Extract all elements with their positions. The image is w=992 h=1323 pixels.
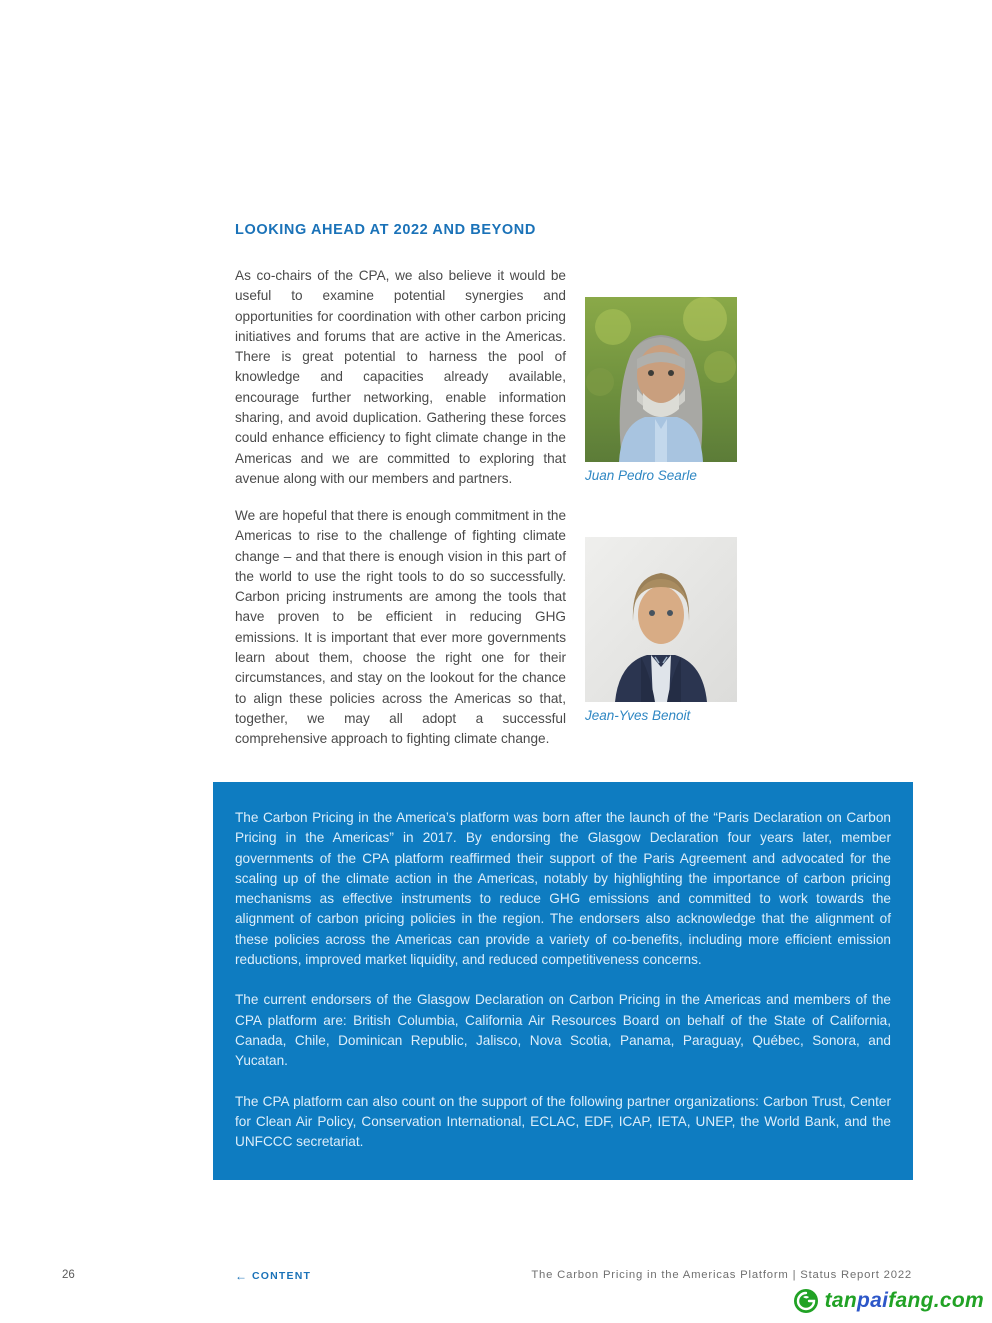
page-footer	[0, 1266, 992, 1286]
content-back-link[interactable]	[235, 1269, 311, 1283]
body-paragraph-1: As co-chairs of the CPA, we also believe it would be useful to examine potential synergies and opportunities for coordination with other carbon pricing initiatives and forums that are active in the Americas. There is great potential to harness the pool of knowledge and capacities already available, encourage further networking, enable information sharing, and avoid duplication. Gathering these forces could enhance efficiency to fight climate change in the Americas and we are committed to exploring that avenue along with our members and partners.	[235, 268, 566, 486]
photo-juan-pedro-searle	[585, 297, 737, 462]
portrait-studio-image	[585, 537, 737, 702]
photo-jean-yves-benoit	[585, 537, 737, 702]
body-paragraph-2: We are hopeful that there is enough commitment in the Americas to rise to the challenge of fighting climate change – and that there is enough vision in this part of the world to use the right tools to do so successfully. Carbon pricing instruments are among the tools that have proven to be efficient in reducing GHG emissions. It is important that ever more governments learn about them, choose the right one for their circumstances, and stay on the lookout for the chance to align these policies across the Americas so that, together, we may all adopt a successful comprehensive approach to fighting climate change.	[235, 508, 566, 747]
watermark-text	[825, 1289, 984, 1313]
tanpaifang-watermark	[793, 1288, 984, 1314]
photo-caption: Jean-Yves Benoit	[585, 708, 691, 723]
section-heading: LOOKING AHEAD AT 2022 AND BEYOND	[235, 222, 536, 238]
watermark-part: pai	[857, 1289, 889, 1312]
callout-paragraph-3: The CPA platform can also count on the support of the following partner organizations: Carbon Trust, Center for Clean Air Policy, Conservation International, ECLAC, EDF, ICAP, IETA, UNEP, the World Bank, and the UNFCCC secretariat.	[235, 1093, 891, 1150]
page-number: 26	[62, 1269, 75, 1281]
watermark-part: fang	[888, 1289, 934, 1312]
watermark-part: .com	[933, 1289, 984, 1312]
footer-report-title: The Carbon Pricing in the Americas Platform | Status Report 2022	[531, 1269, 912, 1281]
back-arrow-icon: ←	[235, 1269, 247, 1283]
content-link-label: CONTENT	[252, 1270, 312, 1282]
portrait-outdoors-image	[585, 297, 737, 462]
tanpaifang-logo-icon	[793, 1288, 819, 1314]
photo-caption: Juan Pedro Searle	[585, 468, 697, 483]
callout-paragraph-1: The Carbon Pricing in the America’s platform was born after the launch of the “Paris Declaration on Carbon Pricing in the Americas” in 2017. By endorsing the Glasgow Declaration four years later, member governments of the CPA platform reaffirmed their support of the Paris Agreement and advocated for the scaling up of the climate action in the Americas, notably by highlighting the importance of carbon pricing mechanisms as effective instruments to reduce GHG emissions and committed to work towards the alignment of carbon pricing policies in the region. The endorsers also acknowledge that the alignment of these policies across the Americas can provide a variety of co-benefits, including more efficient emission reductions, improved market liquidity, and reduced competitiveness concerns.	[235, 810, 891, 968]
highlight-callout-box	[213, 782, 913, 1180]
watermark-part: tan	[824, 1289, 857, 1312]
callout-paragraph-2: The current endorsers of the Glasgow Declaration on Carbon Pricing in the Americas and members of the CPA platform are: British Columbia, California Air Resources Board on behalf of the State of California, Canada, Chile, Dominican Republic, Jalisco, Nova Scotia, Panama, Paraguay, Québec, Sonora, and Yucatan.	[235, 992, 891, 1069]
